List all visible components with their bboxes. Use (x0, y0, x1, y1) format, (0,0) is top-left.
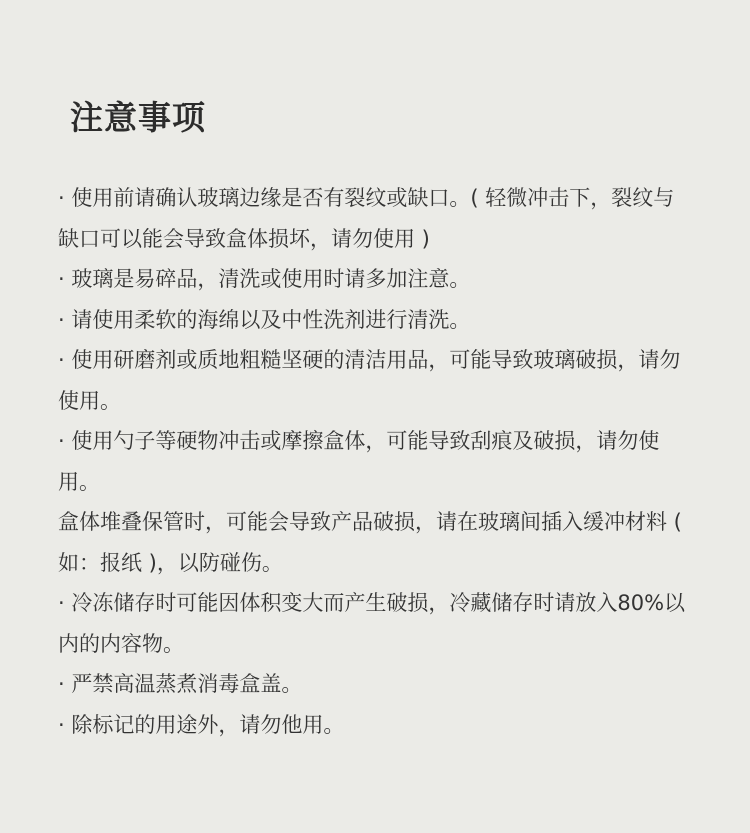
note-item: · 使用前请确认玻璃边缘是否有裂纹或缺口。( 轻微冲击下，裂纹与缺口可以能会导致盒体损坏，请勿使用 ) (58, 186, 675, 251)
note-item: · 除标记的用途外，请勿他用。 (58, 712, 345, 737)
note-item: 盒体堆叠保管时，可能会导致产品破损，请在玻璃间插入缓冲材料 ( 如：报纸 )，以防碰伤。 (58, 510, 689, 575)
note-item: · 使用研磨剂或质地粗糙坚硬的清洁用品，可能导致玻璃破损，请勿使用。 (58, 348, 681, 413)
note-item: · 玻璃是易碎品，清洗或使用时请多加注意。 (58, 267, 471, 291)
note-item: · 冷冻储存时可能因体积变大而产生破损，冷藏储存时请放入80%以内的内容物。 (58, 591, 686, 656)
page-title: 注意事项 (70, 98, 206, 137)
note-item: · 请使用柔软的海绵以及中性洗剂进行清洗。 (58, 307, 471, 332)
note-item: · 使用勺子等硬物冲击或摩擦盒体，可能导致刮痕及破损，请勿使用。 (58, 429, 660, 494)
precautions-list (58, 178, 692, 745)
note-item: · 严禁高温蒸煮消毒盒盖。 (58, 672, 303, 696)
